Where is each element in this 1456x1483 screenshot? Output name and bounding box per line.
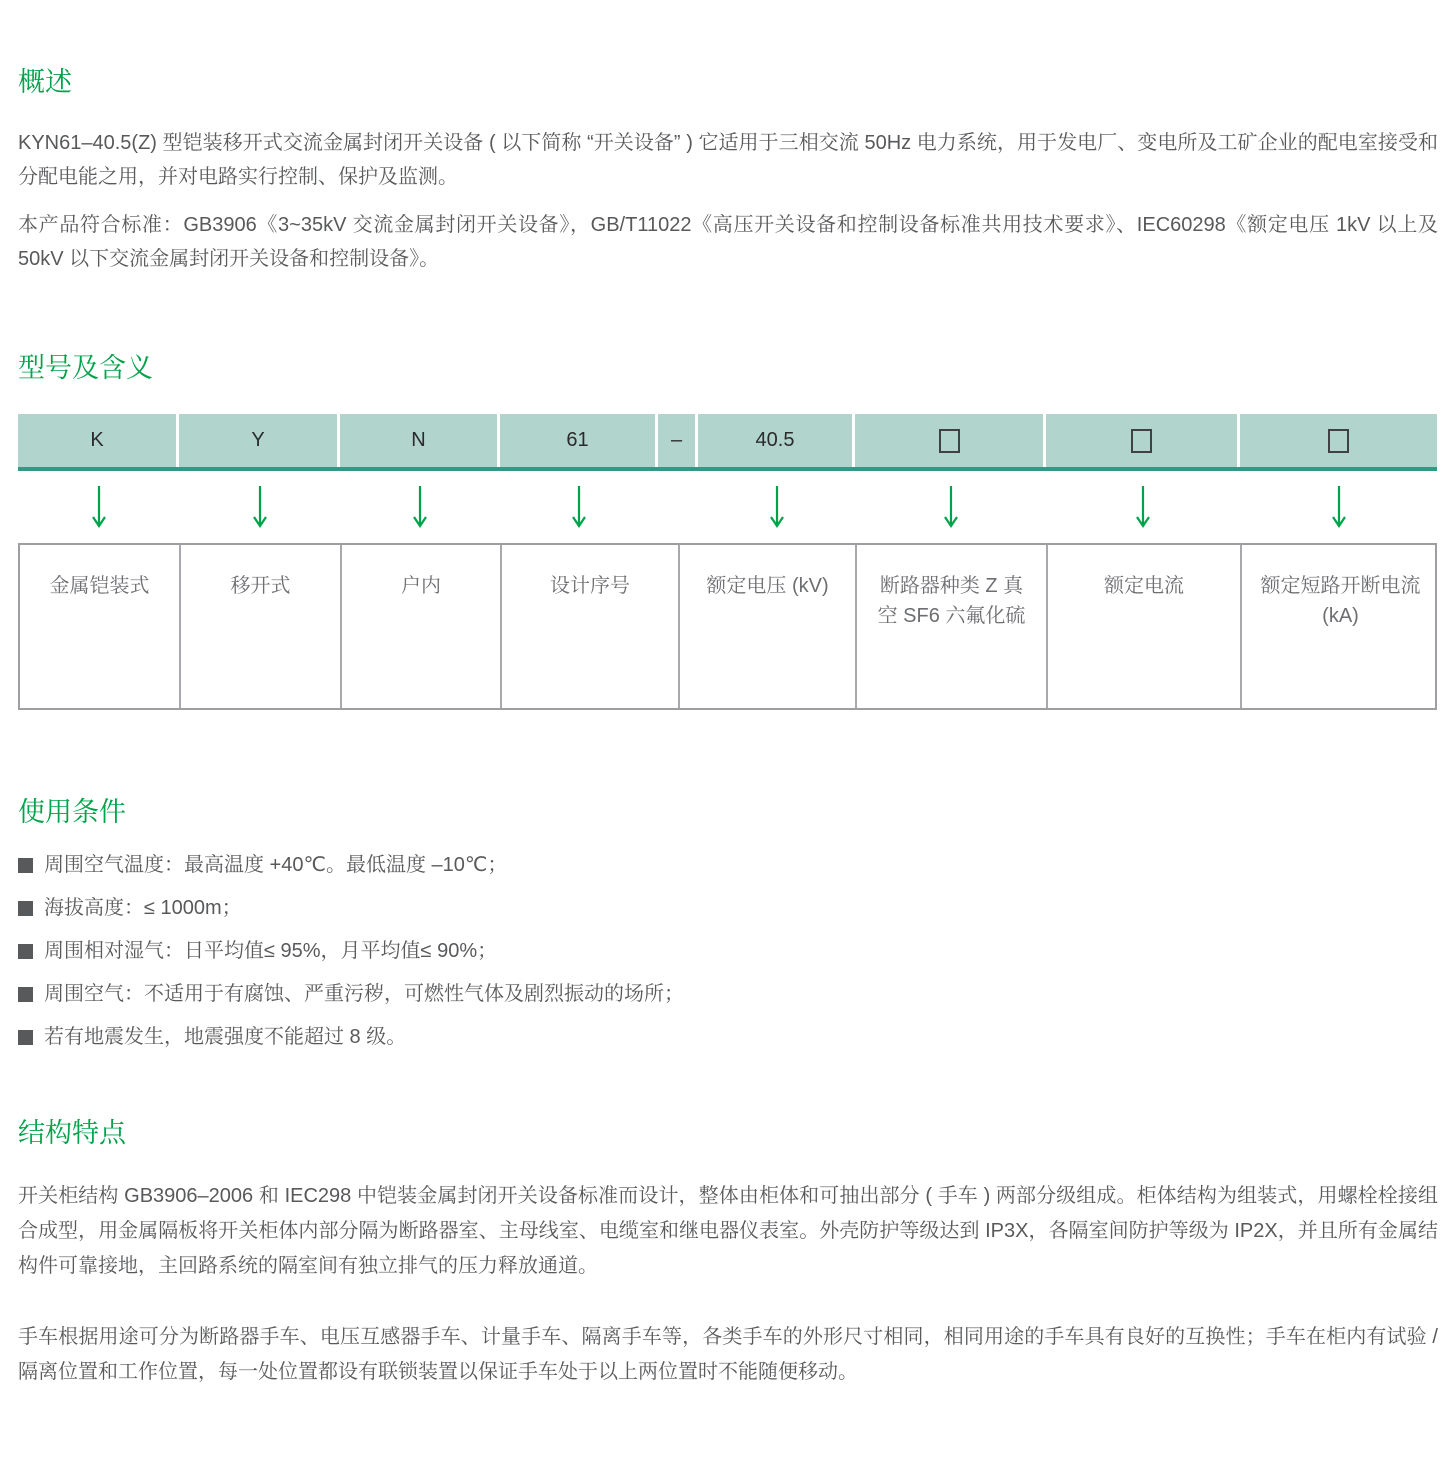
condition-text: 周围空气：不适用于有腐蚀、严重污秽，可燃性气体及剧烈振动的场所； [44,983,684,1005]
down-arrow-icon [942,484,960,530]
model-meaning-row [18,543,1437,710]
condition-item [18,983,1438,1006]
condition-text: 周围相对湿气：日平均值≤ 95%，月平均值≤ 90%； [44,940,498,962]
model-code-cell-box-3 [1240,414,1437,467]
bullet-square-icon [18,858,33,873]
condition-text: 海拔高度：≤ 1000m； [44,897,242,919]
model-code-cell-y: Y [179,414,340,467]
model-meaning-cell: 设计序号 [502,545,680,708]
down-arrow-icon [570,484,588,530]
model-code-cell-61: 61 [500,414,658,467]
overview-paragraph-1: KYN61–40.5(Z) 型铠装移开式交流金属封闭开关设备 ( 以下简称 “开关设备” ) 它适用于三相交流 50Hz 电力系统，用于发电厂、变电所及工矿企业的配电室接受和分配电能之用，并对电路实行控制、保护及监测。 [18,132,1438,188]
down-arrow-icon [1330,484,1348,530]
bullet-square-icon [18,987,33,1002]
model-section [18,352,1438,710]
structure-paragraph-2: 手车根据用途可分为断路器手车、电压互感器手车、计量手车、隔离手车等，各类手车的外形尺寸相同，相同用途的手车具有良好的互换性；手车在柜内有试验 / 隔离位置和工作位置，每一处位置都设有联锁装置以保证手车处于以上两位置时不能随便移动。 [18,1326,1438,1383]
model-code-row [18,414,1437,471]
condition-text: 周围空气温度：最高温度 +40℃。最低温度 –10℃； [44,854,508,876]
condition-text: 若有地震发生，地震强度不能超过 8 级。 [44,1026,407,1048]
model-code-cell-k: K [18,414,179,467]
model-meaning-cell: 移开式 [181,545,342,708]
down-arrow-icon [251,484,269,530]
structure-section [18,1117,1438,1390]
model-code-cell-box-2 [1046,414,1240,467]
model-code-cell-40-5: 40.5 [698,414,855,467]
condition-item [18,940,1438,963]
section-title-overview: 概述 [18,67,72,97]
model-code-cell-n: N [340,414,500,467]
structure-paragraph-1: 开关柜结构 GB3906–2006 和 IEC298 中铠装金属封闭开关设备标准而设计，整体由柜体和可抽出部分 ( 手车 ) 两部分级组成。柜体结构为组装式，用螺栓栓接组合成型，用金属隔板将开关柜体内部分隔为断路器室、主母线室、电缆室和继电器仪表室。外壳防护等级达到 IP3X，各隔室间防护等级为 IP2X，并且所有金属结构件可靠接地，主回路系统的隔室间有独立排气的压力释放通道。 [18,1185,1438,1277]
model-meaning-cell: 额定电流 [1048,545,1242,708]
model-code-cell-dash: – [658,414,698,467]
bullet-square-icon [18,944,33,959]
bullet-square-icon [18,901,33,916]
model-meaning-cell: 额定短路开断电流 (kA) [1260,575,1421,627]
section-title-model: 型号及含义 [18,353,153,383]
model-meaning-table [18,414,1437,710]
blank-box-icon [1131,429,1152,453]
down-arrow-icon [768,484,786,530]
section-title-structure: 结构特点 [18,1118,126,1148]
down-arrow-icon [90,484,108,530]
model-meaning-cell: 断路器种类 Z 真空 SF6 六氟化硫 [857,545,1048,708]
conditions-list [18,854,1438,1049]
overview-paragraph-2: 本产品符合标准：GB3906《3~35kV 交流金属封闭开关设备》，GB/T11022《高压开关设备和控制设备标准共用技术要求》、IEC60298《额定电压 1kV 以上及 50kV 以下交流金属封闭开关设备和控制设备》。 [18,214,1438,270]
condition-item [18,1026,1438,1049]
model-meaning-cell: 额定电压 (kV) [680,545,857,708]
down-arrow-icon [1134,484,1152,530]
section-title-conditions: 使用条件 [18,797,126,827]
overview-section [18,66,1438,276]
condition-item [18,854,1438,877]
model-meaning-cell: 户内 [342,545,502,708]
model-code-cell-box-1 [855,414,1046,467]
down-arrow-icon [411,484,429,530]
blank-box-icon [1328,429,1349,453]
model-meaning-cell: 金属铠装式 [20,545,181,708]
condition-item [18,897,1438,920]
conditions-section [18,796,1438,1049]
arrow-spacer [658,471,698,543]
model-arrow-row [18,471,1437,543]
bullet-square-icon [18,1030,33,1045]
blank-box-icon [939,429,960,453]
